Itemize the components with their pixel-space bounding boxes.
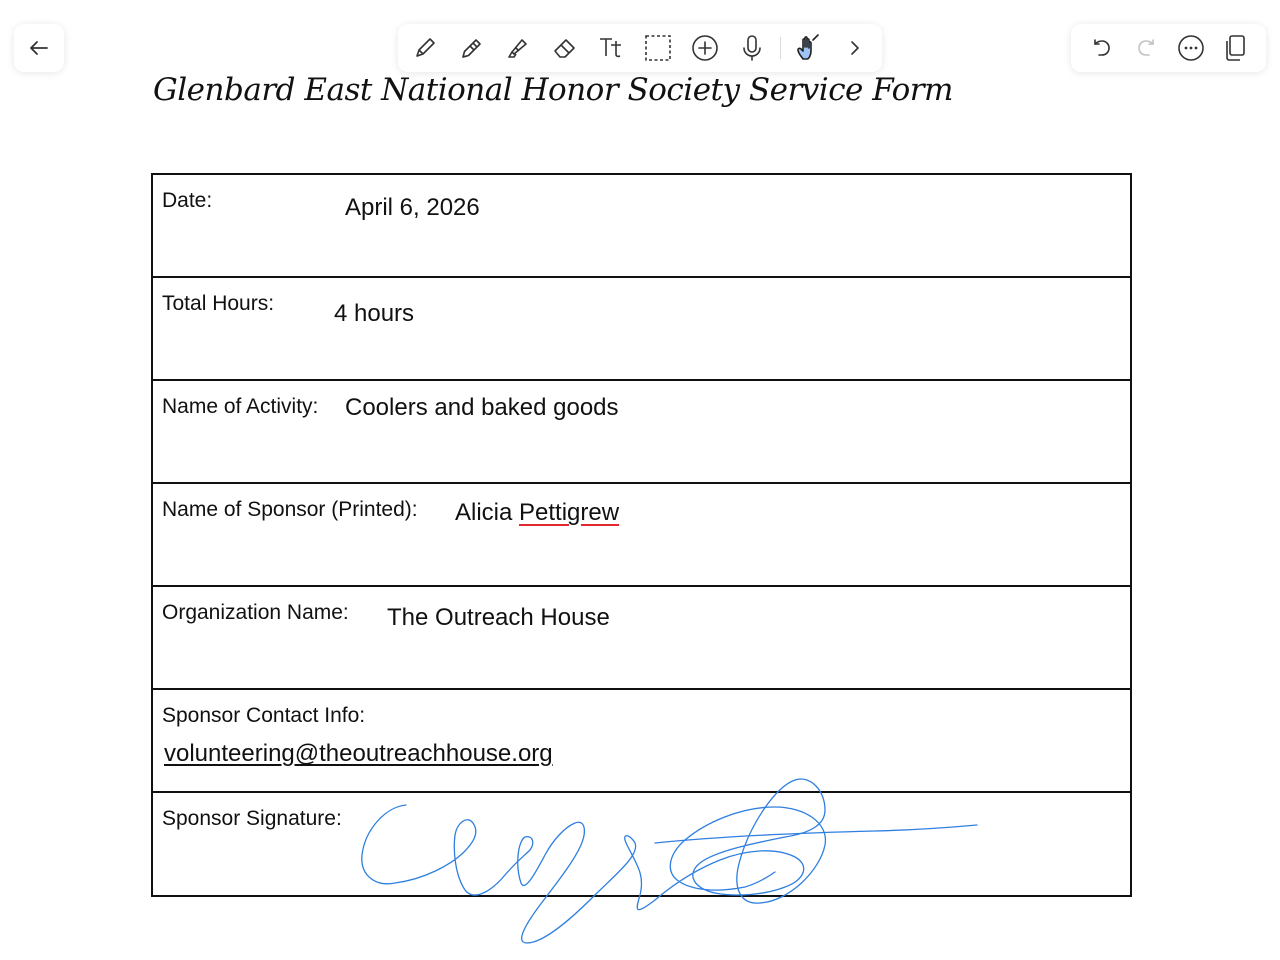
total-hours-label: Total Hours: <box>162 292 275 315</box>
contact-email-link[interactable]: volunteering@theoutreachhouse.org <box>164 740 553 767</box>
activity-label: Name of Activity: <box>162 395 319 418</box>
eraser-icon <box>551 34 579 62</box>
toolbar-divider <box>780 37 781 59</box>
date-value[interactable]: April 6, 2026 <box>345 194 480 221</box>
activity-value[interactable]: Coolers and baked goods <box>345 394 619 421</box>
sponsor-last-name: Pettigrew <box>519 499 620 526</box>
row-organization <box>153 587 1130 690</box>
text-tool-icon <box>597 34 627 62</box>
lasso-select-button[interactable] <box>639 29 677 67</box>
row-activity <box>153 381 1130 484</box>
undo-icon <box>1090 36 1114 60</box>
eraser-tool-button[interactable] <box>546 29 584 67</box>
highlighter-icon <box>504 34 532 62</box>
back-button[interactable] <box>20 29 58 67</box>
redo-icon <box>1134 36 1158 60</box>
more-icon <box>1176 33 1206 63</box>
row-date <box>153 175 1130 278</box>
sponsor-first-name: Alicia <box>455 499 513 526</box>
chevron-right-icon <box>845 38 865 58</box>
touch-draw-button[interactable] <box>789 29 827 67</box>
total-hours-value[interactable]: 4 hours <box>334 300 415 327</box>
microphone-icon <box>739 33 765 63</box>
record-audio-button[interactable] <box>733 29 771 67</box>
back-toolbar <box>14 24 64 72</box>
add-element-button[interactable] <box>686 29 724 67</box>
pencil-tool-button[interactable] <box>453 29 491 67</box>
more-tools-button[interactable] <box>836 29 874 67</box>
document-toolbar <box>1071 24 1266 72</box>
lasso-select-icon <box>643 33 673 63</box>
sponsor-name-label: Name of Sponsor (Printed): <box>162 498 418 521</box>
form-title: Glenbard East National Honor Society Service Form <box>153 72 953 108</box>
pencil-icon <box>458 34 486 62</box>
touch-draw-icon <box>793 33 823 63</box>
date-label: Date: <box>162 189 213 212</box>
redo-button[interactable] <box>1127 29 1165 67</box>
drawing-toolbar <box>398 24 882 72</box>
more-options-button[interactable] <box>1172 29 1210 67</box>
undo-button[interactable] <box>1083 29 1121 67</box>
pages-icon <box>1221 33 1249 63</box>
pages-button[interactable] <box>1216 29 1254 67</box>
row-total-hours <box>153 278 1130 381</box>
pen-icon <box>411 34 439 62</box>
add-icon <box>690 33 720 63</box>
text-tool-button[interactable] <box>593 29 631 67</box>
signature-label: Sponsor Signature: <box>162 807 342 830</box>
contact-label: Sponsor Contact Info: <box>162 704 366 727</box>
pen-tool-button[interactable] <box>406 29 444 67</box>
organization-label: Organization Name: <box>162 601 349 624</box>
row-sponsor-name <box>153 484 1130 587</box>
organization-value[interactable]: The Outreach House <box>387 604 610 631</box>
arrow-left-icon <box>27 36 51 60</box>
highlighter-tool-button[interactable] <box>499 29 537 67</box>
handwritten-signature-drawing[interactable] <box>355 775 985 945</box>
sponsor-name-value[interactable] <box>455 499 619 527</box>
